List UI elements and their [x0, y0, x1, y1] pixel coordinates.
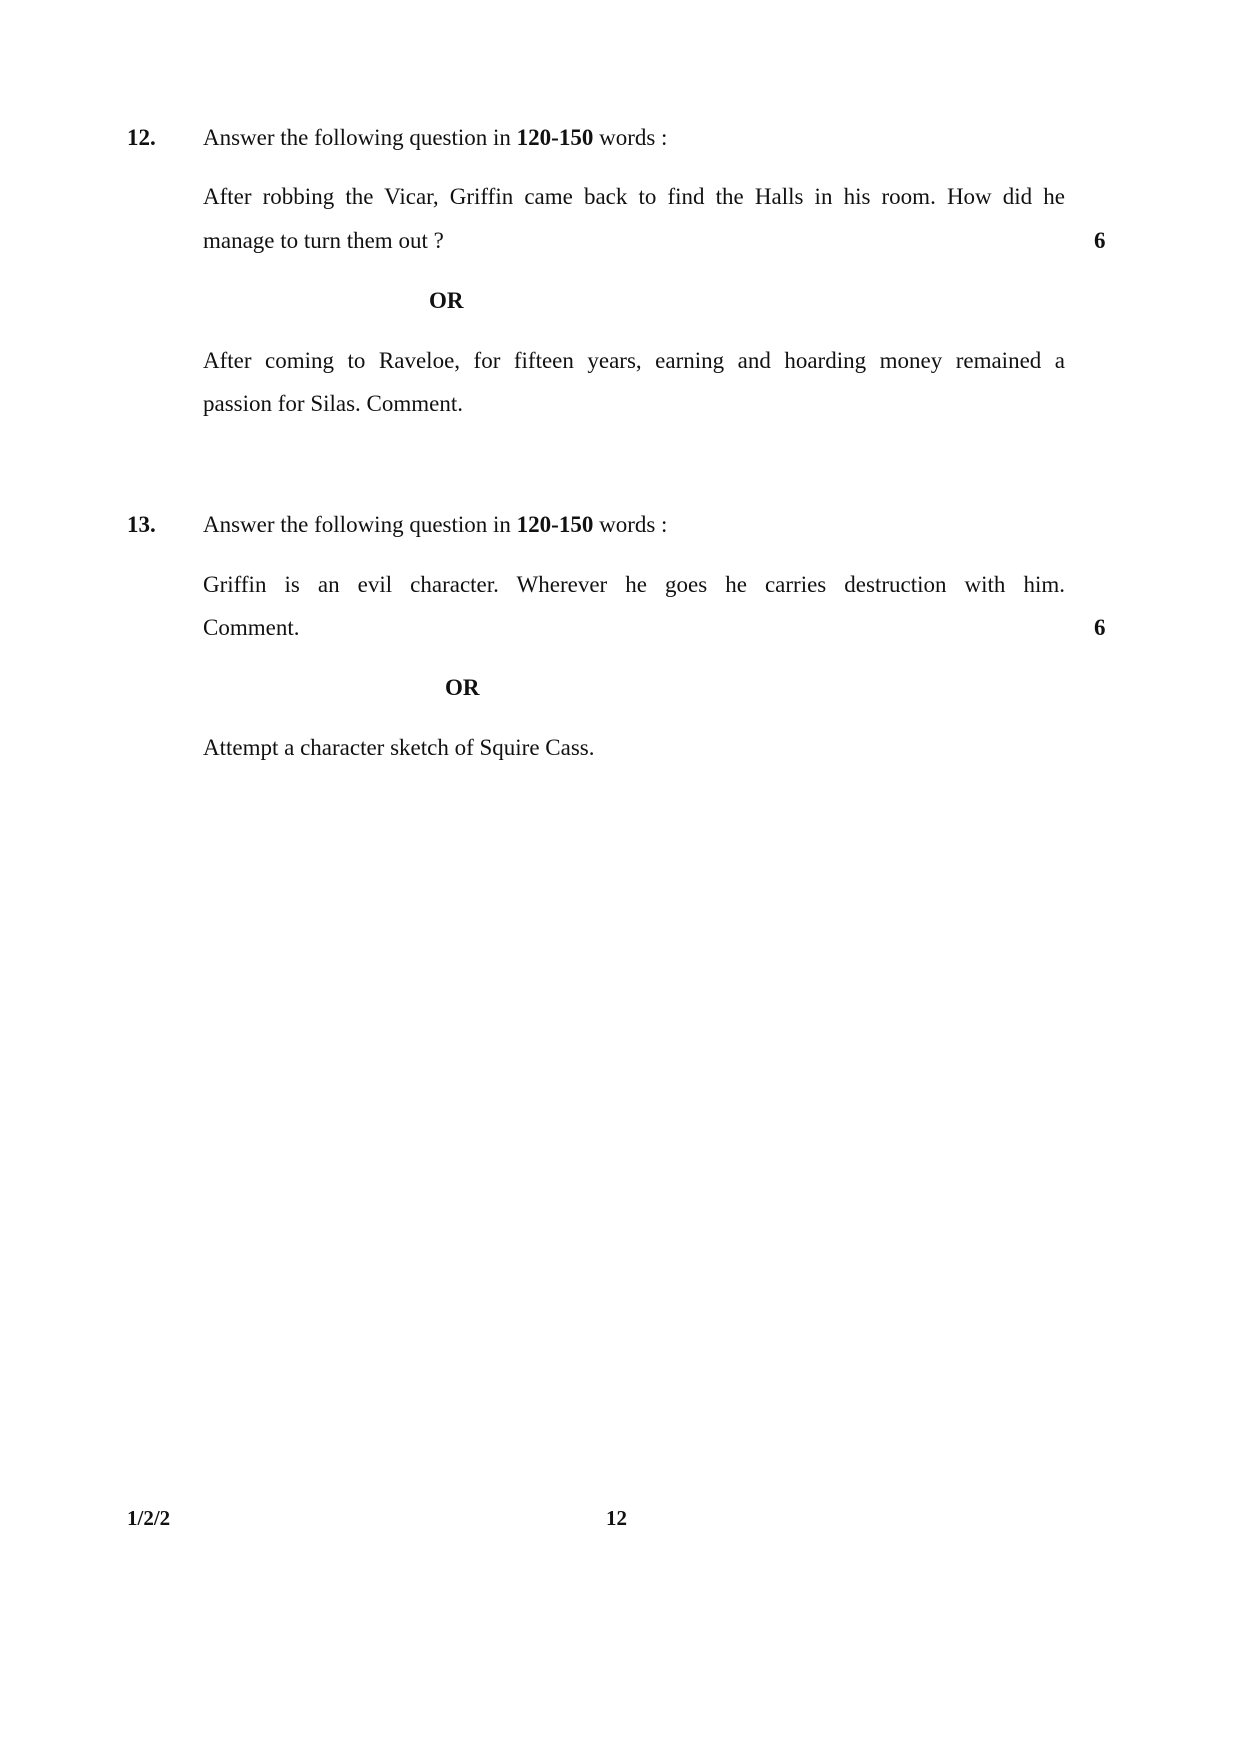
question-text-line: Griffin is an evil character. Wherever he goes he carries destruction with him. [203, 572, 1065, 597]
instruction-prefix: Answer the following question in [203, 512, 517, 537]
word-limit: 120-150 [516, 512, 594, 537]
question-text-line: manage to turn them out ? [203, 228, 444, 253]
question-text-line: Attempt a character sketch of Squire Cass. [203, 735, 595, 760]
or-separator: OR [445, 675, 480, 700]
instruction-prefix: Answer the following question in [203, 125, 517, 150]
question-text-line: After coming to Raveloe, for fifteen years, earning and hoarding money remained a [203, 348, 1065, 373]
or-separator: OR [429, 288, 464, 313]
marks-label: 6 [1094, 228, 1106, 253]
question-text-line: passion for Silas. Comment. [203, 391, 464, 416]
instruction-suffix: words : [593, 125, 668, 150]
page-number: 12 [606, 1506, 627, 1530]
paper-code: 1/2/2 [127, 1506, 171, 1530]
word-limit: 120-150 [516, 125, 594, 150]
question-number: 12. [127, 125, 156, 150]
question-text-line: After robbing the Vicar, Griffin came back to find the Halls in his room. How did he [203, 184, 1065, 209]
question-number: 13. [127, 512, 156, 537]
question-instruction [203, 125, 667, 151]
question-instruction [203, 512, 667, 538]
instruction-suffix: words : [593, 512, 668, 537]
question-text-line: Comment. [203, 615, 300, 640]
marks-label: 6 [1094, 615, 1106, 640]
